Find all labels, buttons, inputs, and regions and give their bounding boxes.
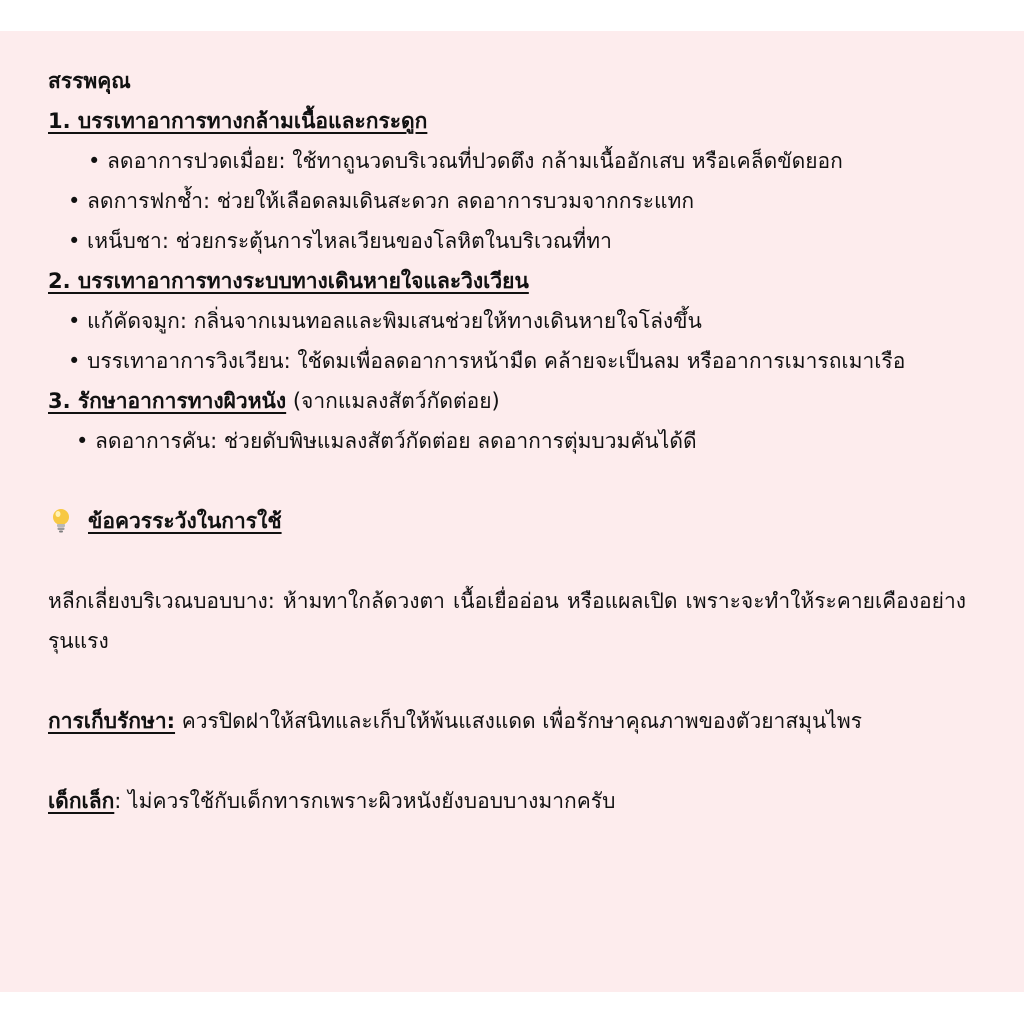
section-2-title: 2. บรรเทาอาการทางระบบทางเดินหายใจและวิงเวียน	[48, 269, 529, 293]
section-1-item-3: • เหน็บชา: ช่วยกระตุ้นการไหลเวียนของโลหิตในบริเวณที่ทา	[68, 229, 612, 253]
document-card	[0, 31, 1024, 992]
children-text: : ไม่ควรใช้กับเด็กทารกเพราะผิวหนังยังบอบบางมากครับ	[114, 789, 616, 813]
section-3-title-line	[48, 381, 966, 421]
spacer	[48, 461, 966, 501]
spacer	[48, 541, 966, 581]
caution-avoid: หลีกเลี่ยงบริเวณบอบบาง: ห้ามทาใกล้ดวงตา เนื้อเยื่ออ่อน หรือแผลเปิด เพราะจะทำให้ระคายเคืองอย่างรุนแรง	[48, 589, 966, 653]
benefits-heading: สรรพคุณ	[48, 69, 131, 93]
caution-heading-line	[48, 501, 966, 541]
lightbulb-icon	[48, 506, 74, 532]
section-1-item-1: • ลดอาการปวดเมื่อย: ใช้ทาถูนวดบริเวณที่ปวดตึง กล้ามเนื้ออักเสบ หรือเคล็ดขัดยอก	[88, 149, 843, 173]
section-3-title: 3. รักษาอาการทางผิวหนัง	[48, 389, 287, 413]
children-label: เด็กเล็ก	[48, 789, 115, 813]
section-3-note: (จากแมลงสัตว์กัดต่อย)	[286, 389, 500, 413]
section-2-item-1: • แก้คัดจมูก: กลิ่นจากเมนทอลและพิมเสนช่วยให้ทางเดินหายใจโล่งขึ้น	[68, 309, 702, 333]
section-3-item-1: • ลดอาการคัน: ช่วยดับพิษแมลงสัตว์กัดต่อย ลดอาการตุ่มบวมคันได้ดี	[76, 429, 697, 453]
storage-label: การเก็บรักษา:	[48, 709, 176, 733]
caution-children	[48, 781, 966, 821]
section-1-title: 1. บรรเทาอาการทางกล้ามเนื้อและกระดูก	[48, 109, 428, 133]
spacer	[48, 741, 966, 781]
caution-title: ข้อควรระวังในการใช้	[88, 509, 282, 533]
section-1-item-2: • ลดการฟกช้ำ: ช่วยให้เลือดลมเดินสะดวก ลดอาการบวมจากกระแทก	[68, 189, 695, 213]
section-2-item-2: • บรรเทาอาการวิงเวียน: ใช้ดมเพื่อลดอาการหน้ามืด คล้ายจะเป็นลม หรืออาการเมารถเมาเรือ	[68, 349, 906, 373]
storage-text: ควรปิดฝาให้สนิทและเก็บให้พ้นแสงแดด เพื่อรักษาคุณภาพของตัวยาสมุนไพร	[175, 709, 863, 733]
spacer	[48, 661, 966, 701]
caution-storage	[48, 701, 966, 741]
